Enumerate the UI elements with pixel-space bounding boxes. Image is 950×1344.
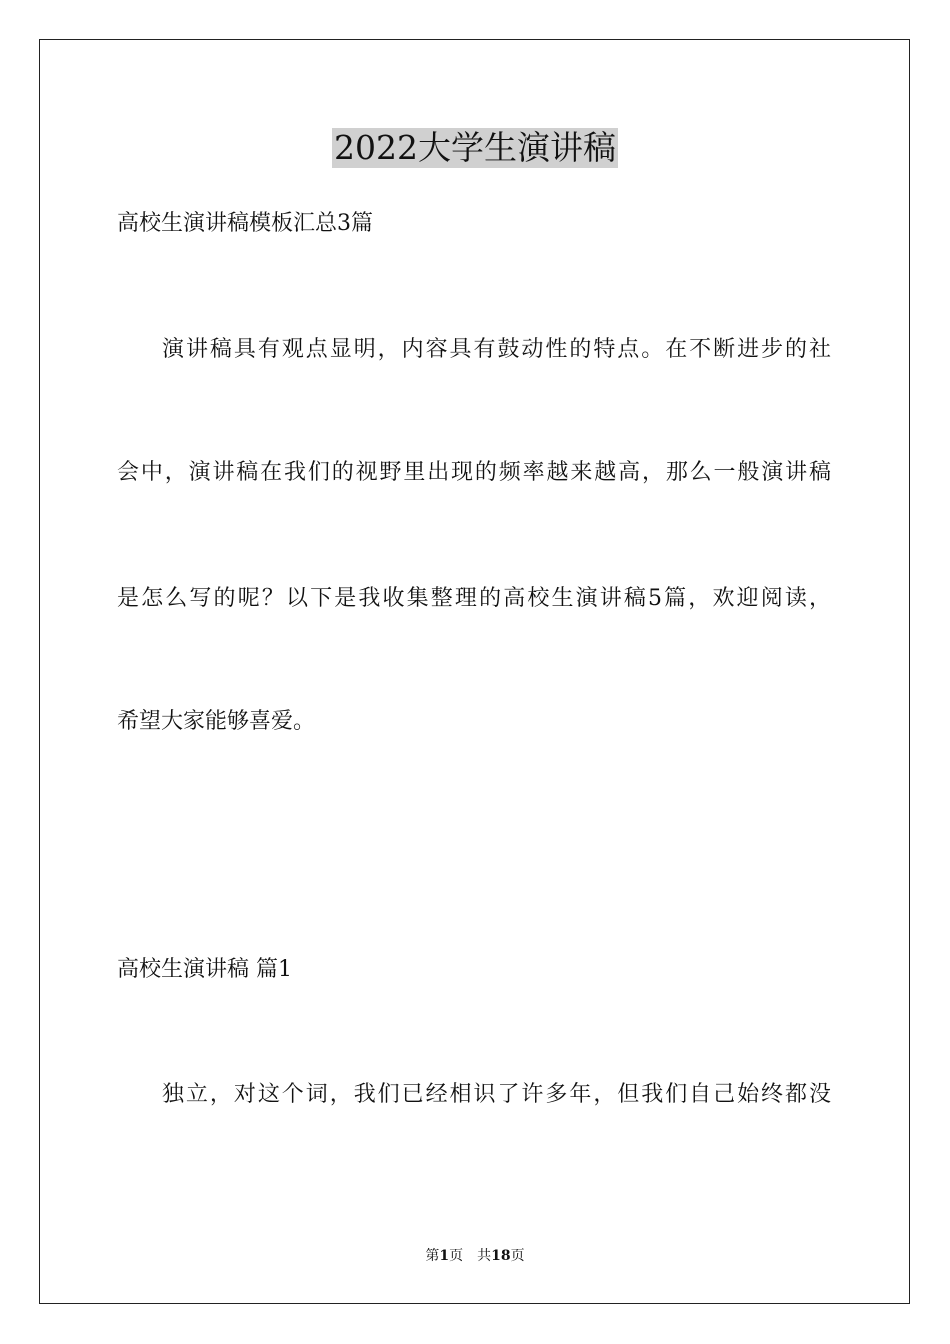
total-pages: 18 [491,1248,511,1264]
page-number: 1 [439,1248,450,1264]
document-title: 2022大学生演讲稿 [334,128,616,167]
section-heading: 高校生演讲稿 篇1 [117,957,292,982]
page-prefix: 第 [425,1248,440,1264]
paragraph-line: 演讲稿具有观点显明，内容具有鼓动性的特点。在不断进步的社 [162,337,831,362]
page-footer [0,1246,950,1266]
section-paragraph-line: 独立，对这个词，我们已经相识了许多年，但我们自己始终都没 [162,1082,831,1107]
total-prefix: 共 [477,1248,492,1264]
page-suffix: 页 [449,1248,464,1264]
title-container [0,128,950,168]
paragraph-line: 会中，演讲稿在我们的视野里出现的频率越来越高，那么一般演讲稿 [117,460,831,485]
paragraph-line: 是怎么写的呢？以下是我收集整理的高校生演讲稿5篇，欢迎阅读， [117,586,831,611]
paragraph-line: 希望大家能够喜爱。 [117,709,316,734]
document-subtitle: 高校生演讲稿模板汇总3篇 [117,211,373,236]
total-suffix: 页 [510,1248,525,1264]
